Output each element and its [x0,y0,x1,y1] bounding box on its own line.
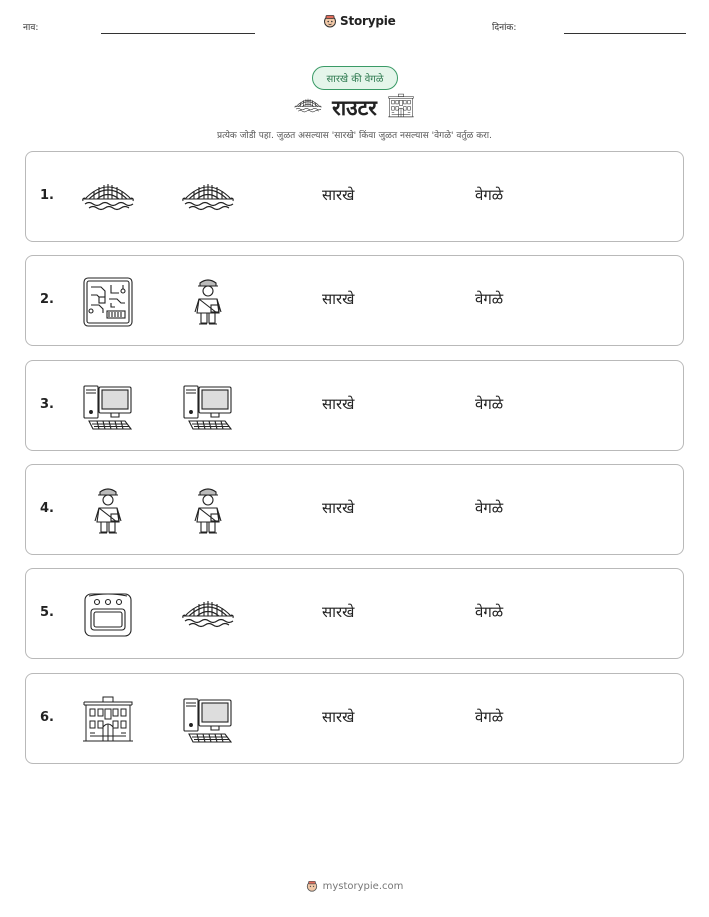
same-option[interactable]: सारखे [322,708,355,726]
worksheet-type-badge: सारखे की वेगळे [312,66,398,90]
item-number: 6. [40,710,54,725]
different-option[interactable]: वेगळे [475,395,504,413]
footer [0,880,709,892]
bridge-icon [181,588,235,642]
footer-url[interactable]: mystorypie.com [322,880,404,892]
same-option[interactable]: सारखे [322,395,355,413]
circuit-board-icon [81,275,135,329]
item-card [25,151,684,242]
item-number: 4. [40,501,54,516]
item-card [25,464,684,555]
postman-icon [81,484,135,538]
title-left-icon [294,92,322,124]
page-title: राउटर [332,96,377,120]
item-number: 2. [40,292,54,307]
computer-icon [181,380,235,434]
item-number: 1. [40,188,54,203]
date-line[interactable] [564,33,686,34]
instructions: प्रत्येक जोडी पहा. जुळत असल्यास 'सारखे' किंवा जुळत नसल्यास 'वेगळे' वर्तुळ करा. [216,131,492,141]
bridge-icon [181,171,235,225]
item-card [25,255,684,346]
item-card [25,568,684,659]
storypie-mascot-icon [323,14,337,28]
name-line[interactable] [101,33,255,34]
name-label: नाव: [23,23,39,33]
same-option[interactable]: सारखे [322,499,355,517]
different-option[interactable]: वेगळे [475,499,504,517]
same-option[interactable]: सारखे [322,290,355,308]
item-number: 3. [40,397,54,412]
different-option[interactable]: वेगळे [475,708,504,726]
item-card [25,673,684,764]
building-icon [81,693,135,747]
different-option[interactable]: वेगळे [475,603,504,621]
brand-name: Storypie [340,14,396,28]
item-card [25,360,684,451]
date-label: दिनांक: [492,23,517,33]
postman-icon [181,484,235,538]
title-right-icon [387,92,415,124]
same-option[interactable]: सारखे [322,603,355,621]
title-row [0,92,709,124]
building-icon [387,92,415,120]
computer-icon [81,380,135,434]
postman-icon [181,275,235,329]
oven-icon [81,588,135,642]
computer-icon [181,693,235,747]
same-option[interactable]: सारखे [322,186,355,204]
different-option[interactable]: वेगळे [475,186,504,204]
different-option[interactable]: वेगळे [475,290,504,308]
bridge-icon [81,171,135,225]
brand-logo [323,14,396,28]
bridge-icon [294,92,322,120]
storypie-mascot-icon [306,880,318,892]
item-number: 5. [40,605,54,620]
